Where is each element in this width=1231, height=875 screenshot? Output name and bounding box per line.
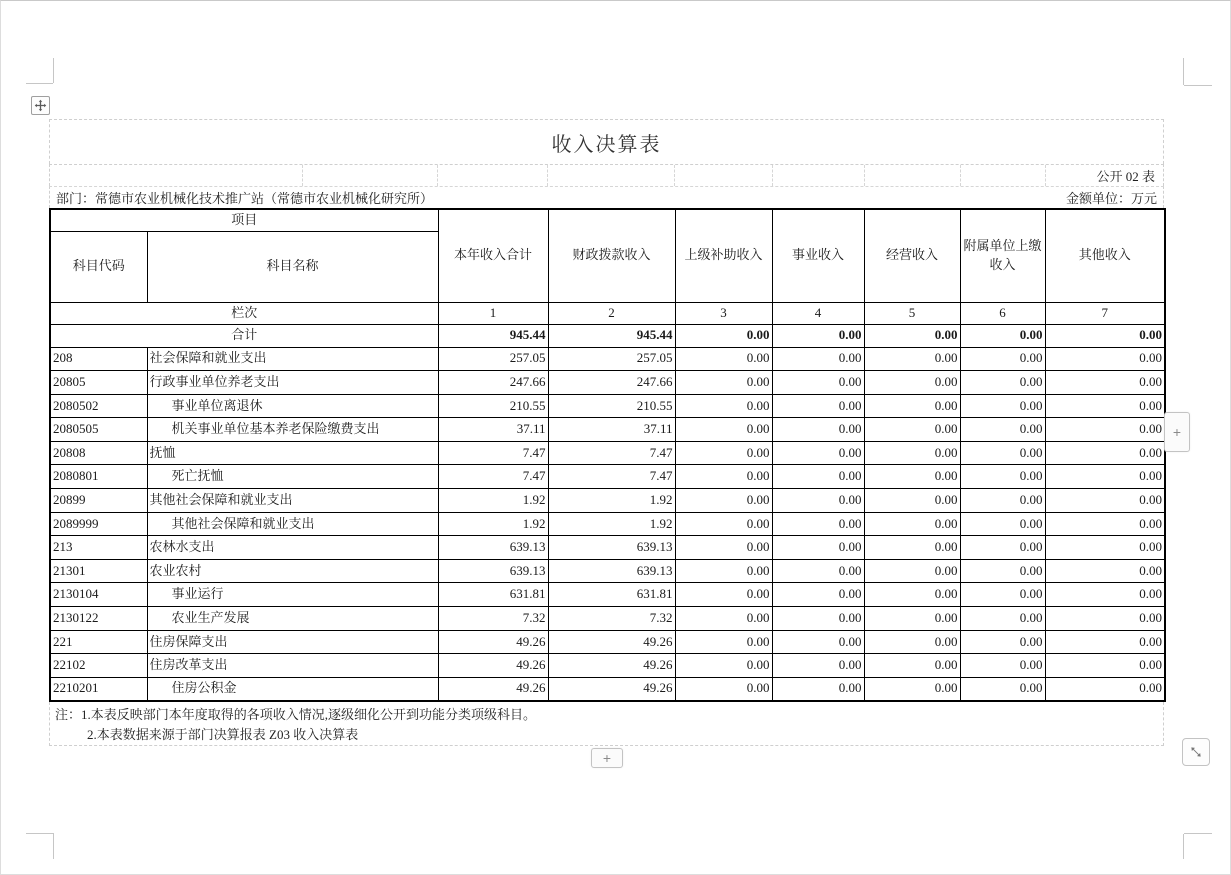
gridline [864,165,865,186]
total-label[interactable]: 合计 [50,324,438,347]
subject-name-cell[interactable]: 其他社会保障和就业支出 [147,512,438,536]
value-cell[interactable]: 0.00 [960,465,1045,489]
value-cell[interactable]: 0.00 [675,347,772,371]
gridline [437,165,438,186]
value-cell[interactable]: 0.00 [864,465,960,489]
value-cell[interactable]: 631.81 [548,583,675,607]
report-title-row[interactable] [49,119,1164,164]
value-cell[interactable]: 7.47 [438,465,548,489]
value-cell[interactable]: 0.00 [960,677,1045,701]
subject-code-cell[interactable]: 2080801 [50,465,147,489]
lanci-number[interactable]: 3 [675,302,772,324]
income-table [49,208,1166,702]
value-cell[interactable]: 0.00 [1045,607,1165,631]
lanci-number[interactable]: 6 [960,302,1045,324]
value-cell[interactable]: 0.00 [675,489,772,513]
value-cell[interactable]: 49.26 [548,654,675,678]
subject-name-cell[interactable]: 住房公积金 [147,677,438,701]
value-cell[interactable]: 0.00 [772,394,864,418]
value-cell[interactable]: 0.00 [864,536,960,560]
total-value[interactable]: 945.44 [438,324,548,347]
subject-name-cell[interactable]: 农业生产发展 [147,607,438,631]
table-resize-handle[interactable] [1182,738,1210,766]
value-cell[interactable]: 0.00 [772,418,864,442]
header-col-operating-income[interactable]: 经营收入 [864,209,960,302]
value-cell[interactable]: 1.92 [438,489,548,513]
resize-diagonal-icon [1188,744,1204,760]
value-cell[interactable]: 631.81 [438,583,548,607]
value-cell[interactable]: 0.00 [960,607,1045,631]
table-row [50,465,1165,489]
value-cell[interactable]: 0.00 [864,441,960,465]
header-col-superior-subsidy[interactable]: 上级补助收入 [675,209,772,302]
value-cell[interactable]: 0.00 [772,654,864,678]
value-cell[interactable]: 0.00 [772,677,864,701]
subject-name-cell[interactable]: 农林水支出 [147,536,438,560]
value-cell[interactable]: 0.00 [1045,512,1165,536]
subject-code-cell[interactable]: 20808 [50,441,147,465]
value-cell[interactable]: 49.26 [438,677,548,701]
table-row [50,583,1165,607]
crop-mark-bottom-left-v [53,833,54,859]
value-cell[interactable]: 0.00 [864,677,960,701]
total-value[interactable]: 0.00 [864,324,960,347]
value-cell[interactable]: 1.92 [548,489,675,513]
value-cell[interactable]: 0.00 [864,394,960,418]
subject-code-cell[interactable]: 20899 [50,489,147,513]
lanci-label[interactable]: 栏次 [50,302,438,324]
header-subject-name[interactable]: 科目名称 [147,231,438,302]
value-cell[interactable]: 7.32 [438,607,548,631]
value-cell[interactable]: 0.00 [864,654,960,678]
value-cell[interactable]: 37.11 [438,418,548,442]
unit-label[interactable]: 金额单位：万元 [1065,191,1157,206]
subject-name-cell[interactable]: 死亡抚恤 [147,465,438,489]
value-cell[interactable]: 639.13 [548,559,675,583]
subject-name-cell[interactable]: 农业农村 [147,559,438,583]
total-value[interactable]: 945.44 [548,324,675,347]
header-col-affiliated-income[interactable]: 附属单位上缴收入 [960,209,1045,302]
value-cell[interactable]: 0.00 [960,418,1045,442]
value-cell[interactable]: 0.00 [960,489,1045,513]
value-cell[interactable]: 0.00 [772,536,864,560]
value-cell[interactable]: 257.05 [548,347,675,371]
add-row-button[interactable] [591,748,623,768]
value-cell[interactable]: 7.47 [548,441,675,465]
value-cell[interactable]: 49.26 [548,677,675,701]
value-cell[interactable]: 0.00 [772,441,864,465]
value-cell[interactable]: 7.47 [438,441,548,465]
value-cell[interactable]: 37.11 [548,418,675,442]
report-document [49,119,1164,746]
value-cell[interactable]: 0.00 [675,465,772,489]
subject-code-cell[interactable]: 22102 [50,654,147,678]
subject-code-cell[interactable]: 2080502 [50,394,147,418]
value-cell[interactable]: 0.00 [1045,559,1165,583]
public-table-label[interactable]: 公开 02 表 [1096,169,1155,184]
report-title[interactable]: 收入决算表 [551,133,662,156]
value-cell[interactable]: 0.00 [675,418,772,442]
value-cell[interactable]: 0.00 [675,394,772,418]
value-cell[interactable]: 0.00 [675,677,772,701]
subject-code-cell[interactable]: 2130122 [50,607,147,631]
value-cell[interactable]: 0.00 [960,583,1045,607]
total-value[interactable]: 0.00 [772,324,864,347]
gridline [772,165,773,186]
value-cell[interactable]: 0.00 [1045,347,1165,371]
crop-mark-bottom-right-h [1184,833,1212,834]
subject-code-cell[interactable]: 2210201 [50,677,147,701]
value-cell[interactable]: 0.00 [772,489,864,513]
value-cell[interactable]: 0.00 [675,512,772,536]
value-cell[interactable]: 0.00 [864,630,960,654]
value-cell[interactable]: 49.26 [438,654,548,678]
value-cell[interactable]: 639.13 [438,536,548,560]
table-row [50,394,1165,418]
value-cell[interactable]: 0.00 [1045,536,1165,560]
gridline [1045,165,1046,186]
lanci-number[interactable]: 5 [864,302,960,324]
gridline [547,165,548,186]
crop-mark-top-left-v [53,58,54,83]
table-move-handle[interactable] [31,96,50,115]
value-cell[interactable]: 1.92 [548,512,675,536]
value-cell[interactable]: 0.00 [1045,654,1165,678]
gridline [960,165,961,186]
subject-name-cell[interactable]: 其他社会保障和就业支出 [147,489,438,513]
note-line-1[interactable]: 注：1.本表反映部门本年度取得的各项收入情况,逐级细化公开到功能分类项级科目。 [55,706,537,722]
table-row [50,441,1165,465]
value-cell[interactable]: 7.47 [548,465,675,489]
value-cell[interactable]: 247.66 [548,371,675,395]
header-col-other-income[interactable]: 其他收入 [1045,209,1165,302]
value-cell[interactable]: 1.92 [438,512,548,536]
subject-name-cell[interactable]: 抚恤 [147,441,438,465]
crop-mark-bottom-left-h [26,833,53,834]
table-row [50,536,1165,560]
header-col-fiscal-appropriation[interactable]: 财政拨款收入 [548,209,675,302]
subject-code-cell[interactable]: 221 [50,630,147,654]
value-cell[interactable]: 0.00 [960,371,1045,395]
subject-name-cell[interactable]: 行政事业单位养老支出 [147,371,438,395]
lanci-number[interactable]: 4 [772,302,864,324]
value-cell[interactable]: 49.26 [438,630,548,654]
table-row [50,630,1165,654]
value-cell[interactable]: 0.00 [772,559,864,583]
public-label-row[interactable] [49,164,1164,186]
value-cell[interactable]: 0.00 [960,630,1045,654]
table-row [50,559,1165,583]
header-project[interactable]: 项目 [50,209,438,231]
subject-name-cell[interactable]: 事业运行 [147,583,438,607]
value-cell[interactable]: 0.00 [960,559,1045,583]
value-cell[interactable]: 0.00 [864,583,960,607]
value-cell[interactable]: 0.00 [1045,630,1165,654]
value-cell[interactable]: 0.00 [772,607,864,631]
value-cell[interactable]: 0.00 [1045,465,1165,489]
table-row [50,512,1165,536]
move-icon [34,99,47,112]
subject-code-cell[interactable]: 20805 [50,371,147,395]
total-value[interactable]: 0.00 [1045,324,1165,347]
value-cell[interactable]: 0.00 [675,607,772,631]
value-cell[interactable]: 0.00 [1045,489,1165,513]
value-cell[interactable]: 0.00 [772,583,864,607]
value-cell[interactable]: 0.00 [772,512,864,536]
value-cell[interactable]: 0.00 [960,512,1045,536]
note-line-2[interactable]: 2.本表数据来源于部门决算报表 Z03 收入决算表 [87,726,359,742]
value-cell[interactable]: 0.00 [1045,371,1165,395]
value-cell[interactable]: 639.13 [548,536,675,560]
department-row[interactable] [49,186,1164,208]
notes-block[interactable] [49,702,1164,746]
subject-code-cell[interactable]: 213 [50,536,147,560]
table-row [50,371,1165,395]
value-cell[interactable]: 0.00 [1045,583,1165,607]
crop-mark-bottom-right-v [1183,834,1184,859]
crop-mark-top-right-h [1184,85,1212,86]
value-cell[interactable]: 0.00 [960,536,1045,560]
header-col-total-income[interactable]: 本年收入合计 [438,209,548,302]
department-label[interactable]: 部门：常德市农业机械化技术推广站（常德市农业机械化研究所） [56,191,434,206]
value-cell[interactable]: 0.00 [960,654,1045,678]
table-row [50,418,1165,442]
value-cell[interactable]: 0.00 [675,536,772,560]
subject-name-cell[interactable]: 住房改革支出 [147,654,438,678]
value-cell[interactable]: 0.00 [864,418,960,442]
value-cell[interactable]: 639.13 [438,559,548,583]
value-cell[interactable]: 0.00 [772,371,864,395]
subject-code-cell[interactable]: 2130104 [50,583,147,607]
value-cell[interactable]: 0.00 [1045,394,1165,418]
value-cell[interactable]: 0.00 [675,654,772,678]
gridline [674,165,675,186]
add-column-button[interactable] [1164,412,1190,452]
subject-code-cell[interactable]: 2080505 [50,418,147,442]
table-row [50,677,1165,701]
value-cell[interactable]: 0.00 [1045,418,1165,442]
header-col-business-income[interactable]: 事业收入 [772,209,864,302]
subject-code-cell[interactable]: 2089999 [50,512,147,536]
value-cell[interactable]: 0.00 [675,441,772,465]
subject-name-cell[interactable]: 社会保障和就业支出 [147,347,438,371]
value-cell[interactable]: 257.05 [438,347,548,371]
table-row [50,654,1165,678]
plus-icon: + [602,750,612,766]
lanci-number[interactable]: 2 [548,302,675,324]
lanci-number[interactable]: 7 [1045,302,1165,324]
total-value[interactable]: 0.00 [960,324,1045,347]
crop-mark-top-left-h [26,83,53,84]
subject-code-cell[interactable]: 21301 [50,559,147,583]
value-cell[interactable]: 0.00 [675,630,772,654]
subject-name-cell[interactable]: 住房保障支出 [147,630,438,654]
value-cell[interactable]: 210.55 [548,394,675,418]
header-subject-code[interactable]: 科目代码 [50,231,147,302]
subject-code-cell[interactable]: 208 [50,347,147,371]
value-cell[interactable]: 0.00 [864,512,960,536]
value-cell[interactable]: 0.00 [960,394,1045,418]
value-cell[interactable]: 0.00 [960,441,1045,465]
value-cell[interactable]: 0.00 [772,465,864,489]
value-cell[interactable]: 0.00 [772,630,864,654]
plus-icon: + [1172,424,1182,440]
table-row [50,489,1165,513]
value-cell[interactable]: 0.00 [864,607,960,631]
value-cell[interactable]: 0.00 [675,583,772,607]
value-cell[interactable]: 0.00 [864,489,960,513]
subject-name-cell[interactable]: 机关事业单位基本养老保险缴费支出 [147,418,438,442]
value-cell[interactable]: 0.00 [772,347,864,371]
value-cell[interactable]: 0.00 [675,559,772,583]
crop-mark-top-right-v [1183,58,1184,85]
value-cell[interactable]: 0.00 [864,347,960,371]
table-row [50,347,1165,371]
value-cell[interactable]: 0.00 [1045,441,1165,465]
value-cell[interactable]: 210.55 [438,394,548,418]
value-cell[interactable]: 7.32 [548,607,675,631]
table-row [50,607,1165,631]
value-cell[interactable]: 0.00 [864,371,960,395]
total-row [50,324,1165,347]
lanci-number[interactable]: 1 [438,302,548,324]
value-cell[interactable]: 0.00 [675,371,772,395]
subject-name-cell[interactable]: 事业单位离退休 [147,394,438,418]
value-cell[interactable]: 49.26 [548,630,675,654]
total-value[interactable]: 0.00 [675,324,772,347]
value-cell[interactable]: 0.00 [864,559,960,583]
value-cell[interactable]: 0.00 [1045,677,1165,701]
gridline [302,165,303,186]
value-cell[interactable]: 0.00 [960,347,1045,371]
value-cell[interactable]: 247.66 [438,371,548,395]
